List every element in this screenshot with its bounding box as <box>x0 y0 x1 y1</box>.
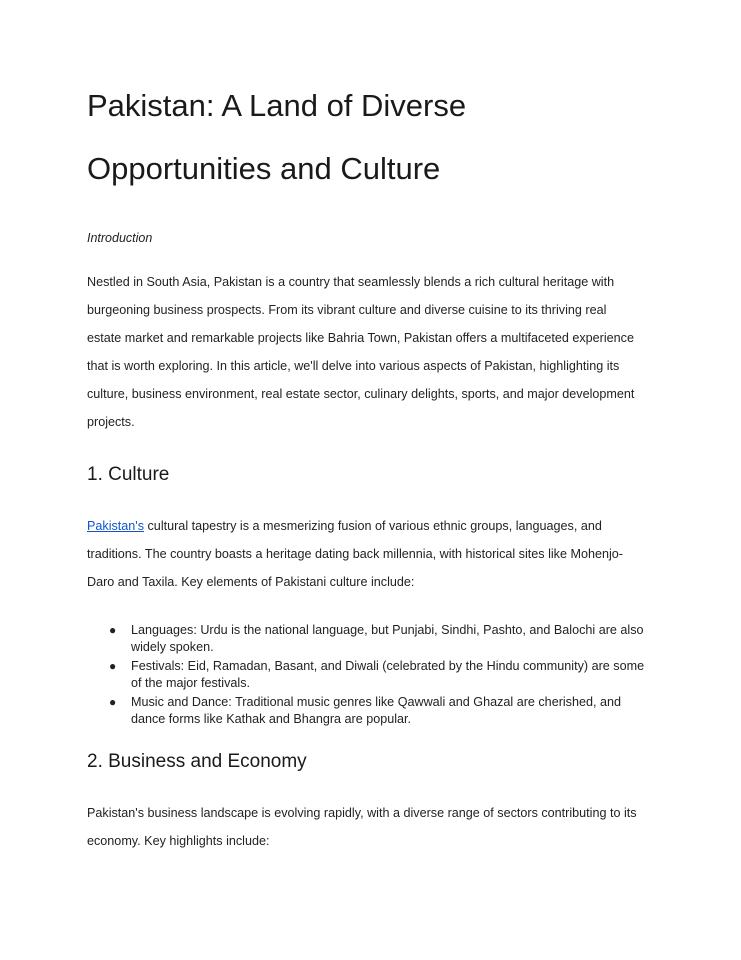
title-line-2: Opportunities and Culture <box>87 151 441 186</box>
bullet-text: Music and Dance: Traditional music genres like Qawwali and Ghazal are cherished, and dance forms like Kathak and Bhangra are popular. <box>131 695 622 726</box>
list-item <box>87 658 647 692</box>
bullet-text: Festivals: Eid, Ramadan, Basant, and Diwali (celebrated by the Hindu community) are some of the major festivals. <box>131 659 645 690</box>
intro-label: Introduction <box>87 231 153 245</box>
culture-paragraph-text: cultural tapestry is a mesmerizing fusion of various ethnic groups, languages, and traditions. The country boasts a heritage dating back millennia, with historical sites like Mohenjo-Daro and Taxila. Key elements of Pakistani culture include: <box>87 519 623 589</box>
list-item <box>87 622 647 656</box>
intro-paragraph: Nestled in South Asia, Pakistan is a country that seamlessly blends a rich cultural heritage with burgeoning business prospects. From its vibrant culture and diverse cuisine to its thriving real estate market and remarkable projects like Bahria Town, Pakistan offers a multifaceted experience that is worth exploring. In this article, we'll delve into various aspects of Pakistan, highlighting its culture, business environment, real estate sector, culinary delights, sports, and major development projects. <box>87 275 635 429</box>
culture-heading: 1. Culture <box>87 464 170 485</box>
bullet-icon: ● <box>109 695 117 709</box>
bullet-icon: ● <box>109 659 117 673</box>
business-heading: 2. Business and Economy <box>87 751 307 772</box>
culture-paragraph <box>87 512 643 596</box>
bullet-icon: ● <box>109 623 117 637</box>
business-paragraph: Pakistan's business landscape is evolving rapidly, with a diverse range of sectors contributing to its economy. Key highlights include: <box>87 806 637 848</box>
bullet-text: Languages: Urdu is the national language, but Punjabi, Sindhi, Pashto, and Balochi are also widely spoken. <box>131 623 644 654</box>
list-item <box>87 694 647 728</box>
pakistan-link[interactable]: Pakistan's <box>87 519 145 533</box>
title-line-1: Pakistan: A Land of Diverse <box>87 88 467 123</box>
culture-bullet-list <box>87 622 647 730</box>
document-title <box>87 74 687 200</box>
